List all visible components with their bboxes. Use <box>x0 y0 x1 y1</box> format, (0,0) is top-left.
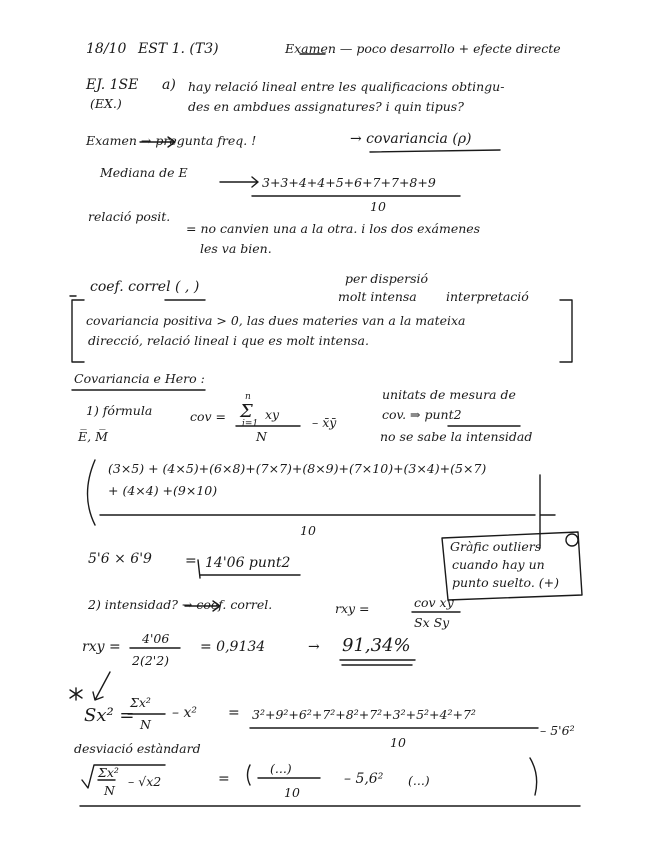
question-tag: EJ. 1SE <box>86 77 139 93</box>
relation-line-1: = no canvien una a la otra. i los dos exámenes <box>186 221 481 236</box>
sqrt-paren: (...) <box>270 761 292 776</box>
sqrt-tail: – 5,6² <box>344 771 384 787</box>
result1-expr: 5'6 × 6'9 <box>88 551 152 567</box>
question-part: a) <box>162 77 176 93</box>
graph-note-line-3: punto suelto. (+) <box>452 575 559 590</box>
sum-den: N <box>256 429 267 444</box>
graph-note-line-2: cuando hay un <box>452 557 545 572</box>
exam-freq-right: → covariancia (ρ) <box>350 131 472 147</box>
exam-freq-left: Examen → pregunta freq. ! <box>86 133 257 148</box>
coef-label: coef. correl ( , ) <box>90 279 200 295</box>
variance-expansion: 3²+9²+6²+7²+8²+7²+3²+5²+4²+7² <box>252 707 476 722</box>
header-exam-note: Examen — poco desarrollo + efecte directe <box>285 41 561 56</box>
rcalc-arrow: → <box>308 639 320 655</box>
units-note-3: no se sabe la intensidad <box>380 429 533 444</box>
mean-denominator: 10 <box>370 199 386 214</box>
sqrt-minus: – √x2 <box>128 774 162 789</box>
header-date: 18/10 <box>86 41 127 57</box>
sum-bottom: i=1 <box>242 419 259 429</box>
variance-num: Σx² <box>130 695 151 710</box>
sum-expr: xy <box>265 407 280 422</box>
sum-top: n <box>245 392 251 402</box>
question-line-2: des en ambdues assignatures? i quin tipus? <box>188 99 464 114</box>
relation-label: relació posit. <box>88 209 171 224</box>
intensity-r-den: Sx Sy <box>414 615 450 630</box>
result1-equals: = <box>185 553 197 569</box>
rcalc-num: 4'06 <box>142 631 170 646</box>
rcalc-equals: = 0,9134 <box>200 639 266 655</box>
rcalc-percent: 91,34% <box>342 635 411 656</box>
variance-den: N <box>140 717 151 732</box>
question-tag-sub: (EX.) <box>90 96 122 111</box>
variance-minus: – x² <box>172 705 197 721</box>
boxed-line-1: covariancia positiva > 0, las dues materies van a la mateixa <box>86 313 466 328</box>
coef-note-3: interpretació <box>446 289 529 304</box>
sum-sign: Σ <box>240 401 253 422</box>
variance-exp-den: 10 <box>390 735 406 750</box>
sqrt-eq: = <box>218 771 230 787</box>
bigsum-line-2: + (4×4) +(9×10) <box>108 483 218 498</box>
mean-label: Mediana de E <box>100 165 188 180</box>
mean-numerator: 3+3+4+4+5+6+7+7+8+9 <box>262 175 436 190</box>
coef-note-2: molt intensa <box>338 289 417 304</box>
sqrt-den: 10 <box>284 785 300 800</box>
units-note-2: cov. ⇒ punt2 <box>382 407 462 422</box>
question-line-1: hay relació lineal entre les qualificacions obtingu- <box>188 79 505 94</box>
sqrt-inner-den: N <box>104 783 115 798</box>
header-topic: EST 1. (T3) <box>138 41 219 57</box>
variance-tail: – 5'6² <box>540 723 575 738</box>
intensity-r-num: cov xy <box>414 595 454 610</box>
variance-eq: = <box>228 705 240 721</box>
intensity-r-label: rxy = <box>335 601 370 616</box>
graph-note-line-1: Gràfic outliers <box>450 539 542 554</box>
formula-step: 1) fórmula <box>86 403 153 418</box>
intensity-step: 2) intensidad? → coef. correl. <box>88 597 273 612</box>
rcalc-label: rxy = <box>82 639 121 655</box>
rcalc-den: 2(2'2) <box>132 653 170 668</box>
variance-desv: desviació estàndard <box>74 741 201 756</box>
boxed-line-2: direcció, relació lineal i que es molt intensa. <box>88 333 369 348</box>
sqrt-inner-num: Σx² <box>98 765 119 780</box>
formula-minus: – x̄ȳ <box>312 415 337 430</box>
bigsum-line-1: (3×5) + (4×5)+(6×8)+(7×7)+(8×9)+(7×10)+(3×4)+(5×7) <box>108 461 487 476</box>
formula-cov-left: cov = <box>190 409 227 424</box>
coef-note-1: per dispersió <box>345 271 429 286</box>
units-note-1: unitats de mesura de <box>382 387 516 402</box>
sqrt-ellipsis: (...) <box>408 773 430 788</box>
section-title: Covariancia e Hero : <box>74 371 205 386</box>
relation-line-2: les va bien. <box>200 241 272 256</box>
formula-vars: E̅, M̅ <box>78 429 108 444</box>
result1-value: 14'06 punt2 <box>205 555 291 571</box>
bigsum-den: 10 <box>300 523 316 538</box>
variance-lhs: Sx² = <box>84 705 135 726</box>
